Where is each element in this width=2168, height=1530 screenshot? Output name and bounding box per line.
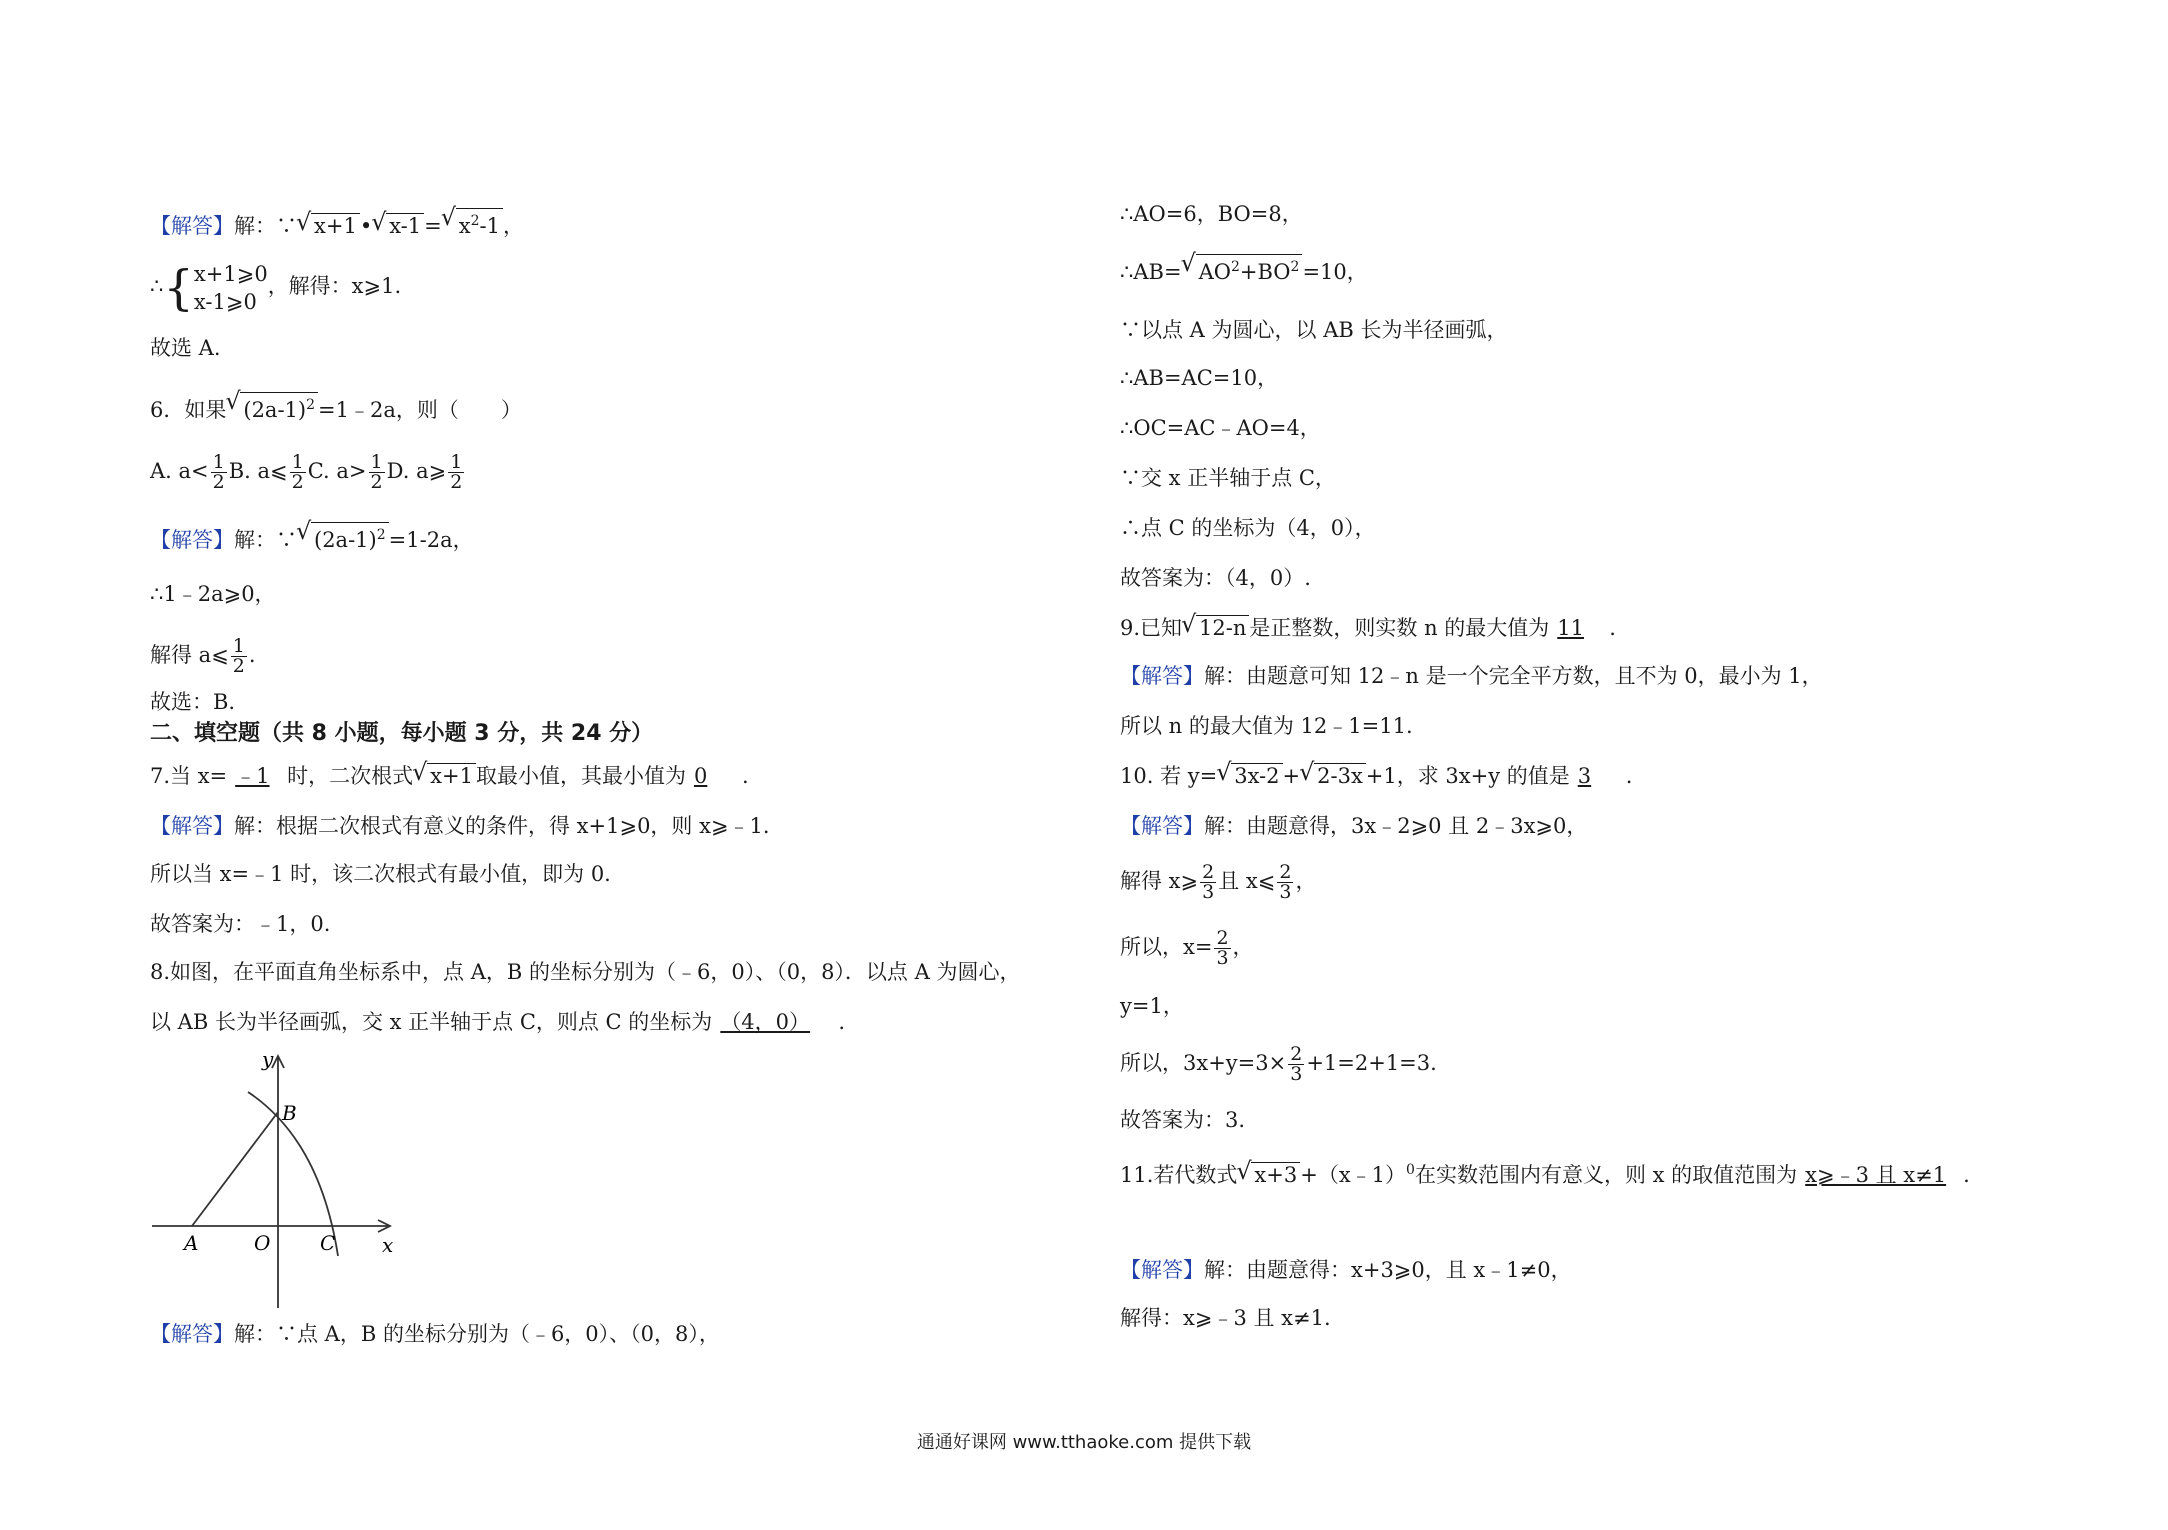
brace-icon: { (163, 259, 194, 316)
fraction: $\frac{1}{2}$ (450, 451, 463, 493)
answer-blank: 0 (693, 764, 708, 788)
footer-credit: 通通好课网 www.tthaoke.com 提供下载 (916, 1432, 1252, 1453)
fraction: $\frac{2}{3}$ (1202, 861, 1215, 903)
answer-8-line-7: ∵交 x 正半轴于点 C， (1120, 466, 1336, 490)
section-heading: 二、填空题（共 8 小题，每小题 3 分，共 24 分） (150, 721, 654, 746)
answer-11-line-2: 解得：x⩾﹣3 且 x≠1. (1120, 1306, 1331, 1330)
answer-tag: 【解答】 (1120, 1258, 1204, 1282)
answer-blank: （4，0） (720, 1010, 811, 1034)
label-b: B (282, 1101, 297, 1125)
fraction: $\frac{1}{2}$ (212, 451, 225, 493)
fraction: $\frac{2}{3}$ (1279, 861, 1292, 903)
question-7: 7.当 x= ﹣1 时，二次根式√ x+1 取最小值，其最小值为 0 . (150, 762, 749, 790)
answer-10-line-5: 所以，3x+y=3× $\frac{2}{3}$ +1=2+1=3. (1120, 1043, 1437, 1085)
fraction: $\frac{2}{3}$ (1290, 1043, 1303, 1085)
label-o: O (254, 1231, 271, 1255)
answer-tag: 【解答】 (150, 214, 234, 238)
answer-8-line-4: ∵以点 A 为圆心，以 AB 长为半径画弧， (1120, 318, 1508, 342)
answer-10-line-3: 所以，x= $\frac{2}{3}$ ， (1120, 927, 1254, 969)
answer-8-line-5: ∴AB=AC=10， (1120, 366, 1279, 390)
answer-6-line-1: 【解答】解：∵√ $(2a-1)^2 =1-2a$， (150, 522, 474, 554)
coordinate-figure (150, 1050, 410, 1312)
answer-tag: 【解答】 (1120, 814, 1204, 838)
question-10: 10. 若 y=√ 3x-2 +√ 2-3x +1，求 3x+y 的值是 3 . (1120, 762, 1632, 790)
question-8-line-1: 8.如图，在平面直角坐标系中，点 A，B 的坐标分别为（﹣6，0）、（0，8）．以点 A 为圆心， (150, 960, 1021, 984)
question-9: 9.已知√ 12-n 是正整数，则实数 n 的最大值为 11 . (1120, 614, 1616, 642)
answer-tag: 【解答】 (1120, 664, 1204, 688)
radical: √ x+1 (311, 213, 360, 238)
answer-7-line-3: 故答案为：﹣1，0. (150, 912, 331, 936)
label-y: y (262, 1050, 274, 1071)
radical: √ x+1 (427, 763, 476, 788)
answer-6-line-3: 解得 a⩽ $\frac{1}{2}$ . (150, 635, 256, 677)
answer-8-line-2: ∴AO=6，BO=8， (1120, 202, 1303, 226)
radical: √ $x^2-1$ (456, 208, 503, 238)
answer-6-line-2: ∴1﹣2a⩾0， (150, 582, 276, 606)
radical: √ 12-n (1196, 615, 1249, 640)
answer-9-line-2: 所以 n 的最大值为 12﹣1=11. (1120, 714, 1413, 738)
answer-tag: 【解答】 (150, 528, 234, 552)
answer-5-choice: 故选 A. (150, 336, 221, 360)
question-6: 6．如果√ $(2a-1)^2$ =1﹣2a，则（ ） (150, 392, 522, 424)
answer-7-line-2: 所以当 x=﹣1 时，该二次根式有最小值，即为 0. (150, 862, 611, 886)
fraction: $\frac{1}{2}$ (370, 451, 383, 493)
label-c: C (320, 1231, 336, 1255)
answer-tag: 【解答】 (150, 814, 234, 838)
segment-ab (192, 1112, 278, 1226)
question-11: 11.若代数式√ x+3 +（x﹣1）$^0$在实数范围内有意义，则 x 的取值范围为 x⩾﹣3 且 x≠1 . (1120, 1156, 1970, 1189)
answer-tag: 【解答】 (150, 1322, 234, 1346)
radical: √ $(2a-1)^2$ (311, 522, 389, 552)
radical: √ x-1 (386, 213, 424, 238)
answer-blank: 3 (1577, 764, 1592, 788)
label-a: A (184, 1231, 199, 1255)
answer-blank: x⩾﹣3 且 x≠1 (1805, 1163, 1947, 1187)
answer-10-line-2: 解得 x⩾ $\frac{2}{3}$ 且 x⩽ $\frac{2}{3}$ ， (1120, 861, 1317, 903)
radical: √ $(2a-1)^2$ (240, 392, 318, 422)
radical: √ x+3 (1251, 1162, 1300, 1187)
question-8-line-2: 以 AB 长为半径画弧，交 x 正半轴于点 C，则点 C 的坐标为 （4，0） . (150, 1010, 845, 1034)
answer-blank: ﹣1 (235, 764, 270, 788)
answer-8-line-6: ∴OC=AC﹣AO=4， (1120, 416, 1321, 440)
answer-blank: 11 (1557, 616, 1584, 640)
answer-8-line-3: ∴AB=√ $AO^2+BO^2 =10$， (1120, 254, 1368, 286)
answer-6-choice: 故选：B. (150, 690, 236, 714)
label-x: x (382, 1233, 394, 1257)
answer-7-line-1: 【解答】解：根据二次根式有意义的条件，得 x+1⩾0，则 x⩾﹣1. (150, 814, 770, 838)
answer-8-line-8: ∴点 C 的坐标为（4，0）， (1120, 516, 1376, 540)
fraction: $\frac{1}{2}$ (232, 635, 245, 677)
radical: √ $AO^2+BO^2$ (1196, 254, 1303, 284)
answer-10-line-4: y=1， (1120, 994, 1184, 1018)
answer-8-line-9: 故答案为：（4，0）. (1120, 566, 1311, 590)
question-6-options: A. a< $\frac{1}{2}$ B. a⩽ $\frac{1}{2}$ C. a> $\frac{1}{2}$ D. a⩾ $\frac{1}{2}$ (150, 451, 463, 493)
answer-10-line-6: 故答案为：3. (1120, 1108, 1246, 1132)
answer-10-line-1: 【解答】解：由题意得，3x﹣2⩾0 且 2﹣3x⩾0， (1120, 814, 1588, 838)
answer-11-line-1: 【解答】解：由题意得：x+3⩾0，且 x﹣1≠0， (1120, 1258, 1572, 1282)
answer-5-system: ∴{ x+1⩾0 x-1⩾0 ，解得：x⩾1. (150, 259, 402, 316)
answer-5-line-1: 【解答】解：∵√ x+1 •√ x-1 =√ $x^2-1$ ， (150, 208, 524, 240)
inequality-system: x+1⩾0 x-1⩾0 (193, 261, 268, 314)
radical: √ 2-3x (1314, 763, 1366, 788)
answer-9-line-1: 【解答】解：由题意可知 12﹣n 是一个完全平方数，且不为 0，最小为 1， (1120, 664, 1823, 688)
fraction: $\frac{1}{2}$ (291, 451, 304, 493)
fraction: $\frac{2}{3}$ (1216, 927, 1229, 969)
answer-8-line-1: 【解答】解：∵点 A，B 的坐标分别为（﹣6，0）、（0，8）， (150, 1322, 720, 1346)
radical: √ 3x-2 (1231, 763, 1282, 788)
